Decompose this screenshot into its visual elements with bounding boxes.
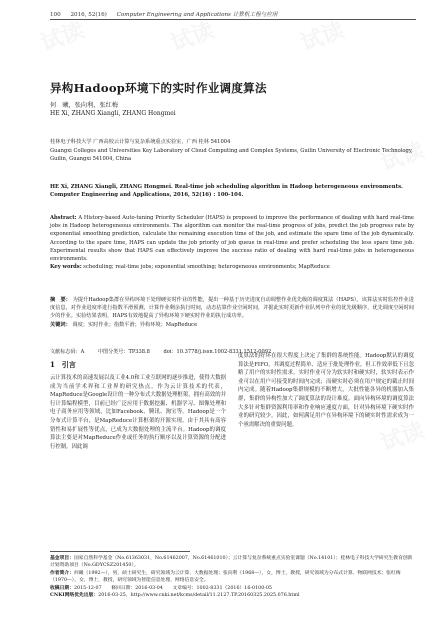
chinese-abstract-block <box>50 296 414 329</box>
footnote-cnki: CNKI网络优先出版：2016-03-25，http://www.cnki.net/kcms/detail/11.2127.TP.20160325.2025.076.html <box>50 592 300 599</box>
chinese-keywords-text: 调度；实时作业；指数平滑；异构环境；MapReduce <box>72 321 198 328</box>
keywords-text: scheduling; real-time jobs; exponential smoothing; heterogeneous environments; MapReduce <box>83 264 330 271</box>
affiliation-chinese: 桂林电子科技大学 广西高校云计算与复杂系统重点实验室，广西 桂林 541004 <box>50 139 231 145</box>
affiliation-english: Guangxi Colleges and Universities Key Laboratory of Cloud Computing and Complex Systems, Guilin University of Electronic Technology, Guilin, Guangxi 541004, China <box>50 148 413 162</box>
chinese-abstract-label: 摘 要： <box>50 297 71 303</box>
authors-english: HE Xi, ZHANG Xiangli, ZHANG Hongmei <box>50 110 176 117</box>
footnote-dates: 收稿日期：2015-12-07 修回日期：2016-03-04 文章编号：1002-8331（2016）16-0100-05 <box>50 584 272 591</box>
header-rule <box>50 19 416 20</box>
abstract-label: Abstract: <box>50 215 77 221</box>
journal-name: Computer Engineering and Applications 计算机工程与应用 <box>116 12 278 18</box>
keywords-label: Key words: <box>50 264 82 271</box>
page-number: 100 <box>50 12 61 18</box>
authors-chinese: 何 曦，张向利，张红梅 <box>50 102 119 109</box>
section-heading: 1 引言 <box>50 360 76 369</box>
abstract-text: A History-based Auto-tuning Priority Scheduler (HAPS) is proposed to improve the performance of dealing with hard real-time jobs in Hadoop heterogeneous environments. The algorithm can monitor the real-time progress of jobs, predict the job progress rate by exponential smoothing prediction, calculate the remaining execution time of the job, and estimate the spare time of the job dynamically. According to the spare time, HAPS can update the job priority of job queue in real-time and prefer scheduling the less spare time job. Experimental results show that HAPS can effectively improve the success ratio of dealing with hard real-time jobs in heterogeneous environments. <box>50 215 414 263</box>
paper-title: 异构Hadoop环境下的实时作业调度算法 <box>50 81 267 95</box>
chinese-abstract-text: 为提升Hadoop集群在异构环境下处理硬实时作业的性能，提出一种基于历史进度自动调整作业优先级的调度算法（HAPS）。该算法实时监控作业进度信息，对作业进度率进行指数平滑预测，计算作业剩余执行时间，动态估算作业空闲时间，并据此实时更新作业队列中作业的优先级顺序，优先调度空闲时间少的作业。实验结果表明，HAPS有效地提高了异构环境下硬实时作业的执行成功率。 <box>50 297 414 320</box>
doi: doi：10.3778/j.issn.1002-8331.1512-0092 <box>163 349 272 355</box>
citation: HE Xi, ZHANG Xiangli, ZHANG Hongmei. Real-time job scheduling algorithm in Hadoop heterogeneous environments. Computer Engineering and Applications, 2016, 52(16) : 100-104. <box>50 184 403 198</box>
issue-info: 2016, 52(16) <box>70 12 107 18</box>
classification-number: 中图分类号：TP338.8 <box>97 349 150 355</box>
body-left-column: 云计算技术的高速发展以及工业4.0和工业互联网的逐步推进，使得大数据成为当前学术界和工业界的研究热点。作为云计算技术的代表，MapReduce是Google设计的一种分布式大数据处理框架，拥有高效的并行计算编程模型，目前已经广泛应用于数据挖掘、机器学习、图像处理和电子商务应用等领域，比如Facebook、腾讯、淘宝等。Hadoop是一个分布式计算平台，是MapReduce计算框架的开源实现。由于其具有高容错性和易扩展性等优点，已成为大数据处理的主流平台。Hadoop的调度算法主要是对MapReduce作业或任务的执行顺序以及计算资源的分配进行控制。因此调 <box>50 375 226 450</box>
footnote-funding: 基金项目：国家自然科学基金（No.61363031，No.61462007，No.61461010）；云计算与复杂系统重点实验室课题（No.14101）；桂林电子科技大学研究生教育创新计划资助项目（No.GDYCSZ201450）。 <box>50 555 413 569</box>
footnotes <box>50 555 414 599</box>
body-right-column: 度算法的好坏在很大程度上决定了集群的系统性能。Hadoop默认的调度算法是FIFO，其调度过程简单、适应于批处理作业，但工作效率低下且忽略了用户的实时性需求。实时作业可分为软实时和硬实时，软实时表示作业可以在用户可接受的时间内完成；而硬实时必须在用户规定的截止时间内完成。随着Hadoop集群规模的不断增大，大批性能各异的机器加入集群，集群的异构性加大了调度算法的设计难度。面向异构环境的调度算法大多针对集群资源利用率和作业响应速度方面，针对异构环境下硬实时作业的研究较少。因此，如何满足用户在异构环境下的硬实时性需求成为一个亟需解决的重要问题。 <box>238 353 414 428</box>
running-header <box>50 10 416 18</box>
footnote-rule <box>50 551 190 552</box>
abstract-block <box>50 214 414 271</box>
footnote-authors: 作者简介：何曦（1992—），男，硕士研究生，研究领域为云计算、大数据处理；张向利（1968—），女，博士，教授，研究领域为分布式计算、物联网技术；张红梅（1970—），女，博士，教授，研究领域为智能信息处理、网络信息安全。 <box>50 569 401 584</box>
chinese-keywords-label: 关键词： <box>50 321 71 328</box>
document-code: 文献标志码：A <box>50 349 85 355</box>
